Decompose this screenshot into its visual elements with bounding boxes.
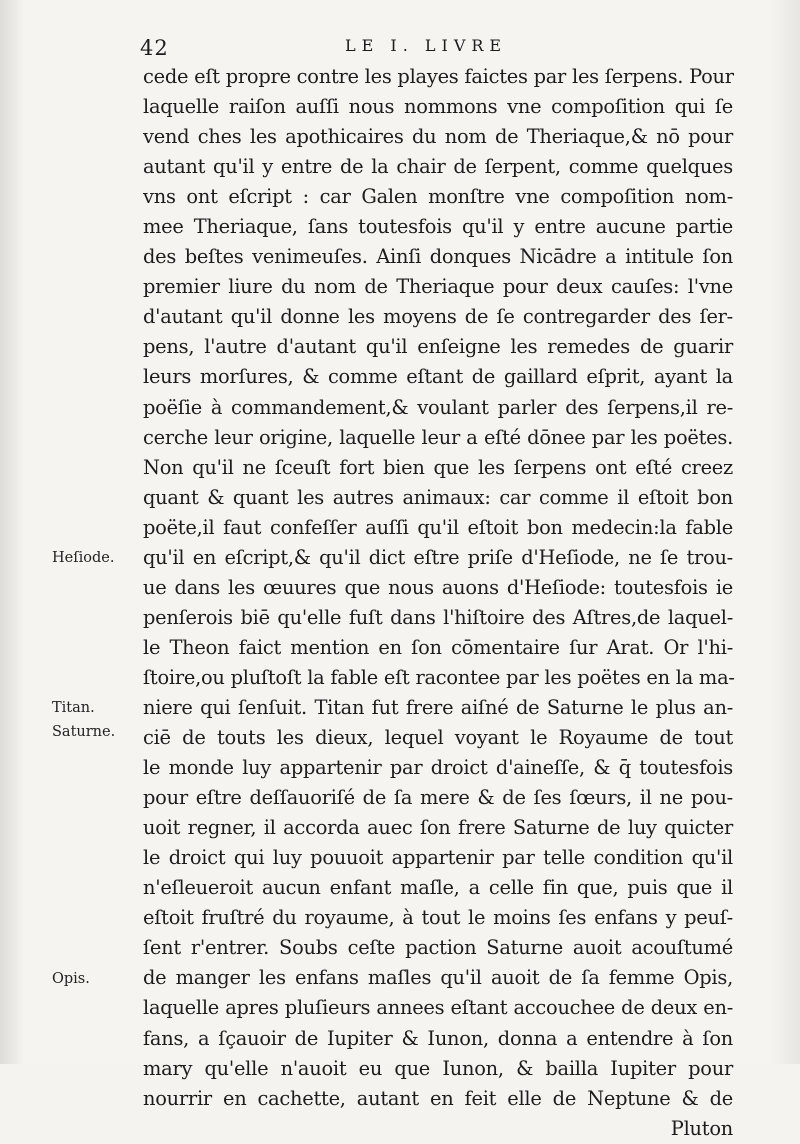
text-line: de manger les enfans maſles qu'il auoit de ſa femme Opis,	[143, 966, 733, 990]
margin-note: Opis.	[52, 970, 90, 987]
text-line: mary qu'elle n'auoit eu que Iunon, & bailla Iupiter pour	[143, 1056, 733, 1080]
margin-note: Heſiode.	[52, 549, 115, 566]
text-line: des beſtes venimeuſes. Ainſi donques Nicādre a intitule ſon	[143, 245, 733, 269]
text-line: ſent r'entrer. Soubs ceſte paction Saturne auoit acouſtumé	[143, 936, 733, 960]
body-text	[143, 62, 733, 1144]
text-line: laquelle raiſon auſſi nous nommons vne compoſition qui ſe	[143, 95, 733, 119]
text-line: ciē de touts les dieux, lequel voyant le Royaume de tout	[143, 726, 733, 750]
text-line: le droict qui luy pouuoit appartenir par telle condition qu'il	[143, 846, 733, 870]
text-line: niere qui ſenſuit. Titan fut frere aiſné de Saturne le plus an-	[143, 695, 733, 719]
text-line: cede eſt propre contre les playes faictes par les ſerpens. Pour	[143, 65, 734, 88]
text-line: pour eſtre deſſauoriſé de ſa mere & de ſes ſœurs, il ne pou-	[143, 786, 733, 810]
text-line: premier liure du nom de Theriaque pour deux cauſes: l'vne	[143, 275, 733, 299]
text-line: eſtoit fruſtré du royaume, à tout le moins ſes enfans y peuſ-	[143, 906, 733, 930]
text-line: leurs morſures, & comme eſtant de gaillard eſprit, ayant la	[143, 365, 733, 389]
text-line: poëte,il faut confeſſer auſſi qu'il eſtoit bon medecin:la fable	[143, 515, 733, 539]
text-line: nourrir en cachette, autant en feit elle de Neptune & de	[143, 1086, 733, 1110]
text-line: le monde luy appartenir par droict d'aineſſe, & q̄ toutesfois	[143, 756, 733, 780]
page-number: 42	[140, 36, 169, 60]
text-line: autant qu'il y entre de la chair de ſerpent, comme quelques	[143, 155, 733, 179]
text-line: ue dans les œuures que nous auons d'Heſiode: toutesfois ie	[143, 575, 733, 599]
margin-note: Saturne.	[52, 724, 116, 741]
text-line: Pluton	[670, 1116, 733, 1140]
text-line: cerche leur origine, laquelle leur a eſté dōnee par les poëtes.	[143, 425, 733, 449]
margin-note: Titan.	[52, 700, 95, 717]
text-line: poëſie à commandement,& voulant parler des ſerpens,il re-	[143, 395, 733, 419]
running-head: LE I. LIVRE	[345, 36, 508, 55]
text-line: vns ont eſcript : car Galen monſtre vne compoſition nom-	[143, 185, 733, 209]
text-line: vend ches les apothicaires du nom de Theriaque,& nō pour	[143, 125, 733, 149]
text-line: n'eſleueroit aucun enfant maſle, a celle fin que, puis que il	[143, 876, 733, 900]
text-line: pens, l'autre d'autant qu'il enſeigne les remedes de guarir	[143, 335, 733, 359]
text-line: d'autant qu'il donne les moyens de ſe contregarder des ſer-	[143, 305, 733, 329]
text-line: le Theon faict mention en ſon cōmentaire ſur Arat. Or l'hi-	[143, 635, 733, 659]
text-line: quant & quant les autres animaux: car comme il eſtoit bon	[143, 485, 733, 509]
text-line: qu'il en eſcript,& qu'il dict eſtre priſe d'Heſiode, ne ſe trou-	[143, 545, 733, 569]
text-line: penſerois biē qu'elle fuſt dans l'hiſtoire des Aſtres,de laquel-	[143, 605, 733, 629]
text-line: Non qu'il ne ſceuſt fort bien que les ſerpens ont eſté creez	[143, 455, 733, 479]
text-line: laquelle apres pluſieurs annees eſtant accouchee de deux en-	[143, 996, 733, 1020]
text-line: uoit regner, il accorda auec ſon frere Saturne de luy quicter	[143, 816, 733, 840]
text-line: fans, a ſçauoir de Iupiter & Iunon, donna a entendre à ſon	[143, 1026, 733, 1050]
text-line: ſtoire,ou pluſtoſt la fable eſt racontee par les poëtes en la ma-	[143, 665, 735, 689]
text-line: mee Theriaque, ſans toutesfois qu'il y entre aucune partie	[143, 215, 733, 239]
